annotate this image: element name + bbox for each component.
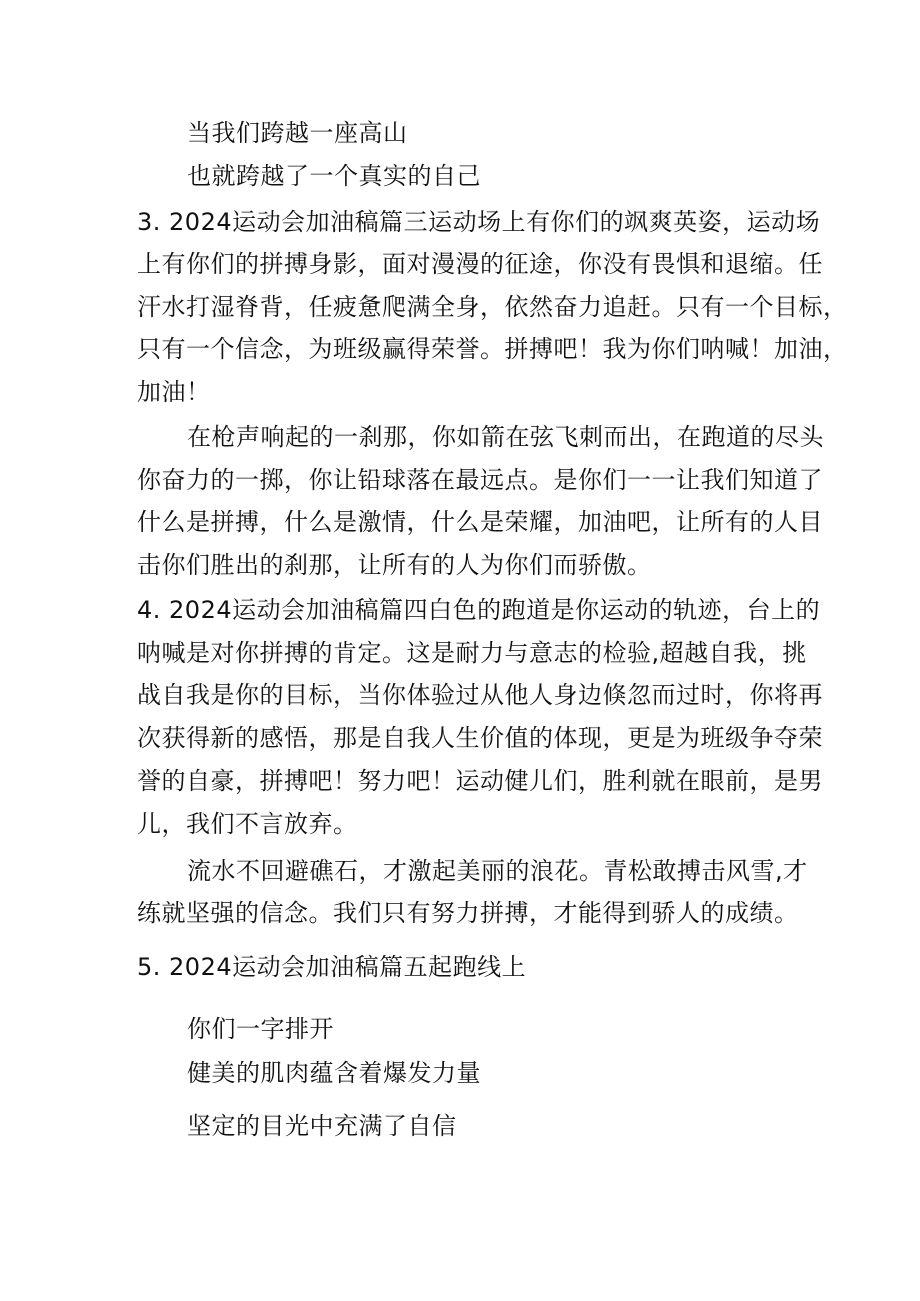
poem-line: 当我们跨越一座高山	[187, 119, 408, 147]
poem-line: 健美的肌肉蕴含着爆发力量	[187, 1059, 481, 1087]
paragraph-line: 誉的自豪，拼搏吧！努力吧！运动健儿们，胜利就在眼前，是男	[137, 767, 823, 795]
poem-line: 坚定的目光中充满了自信	[187, 1112, 457, 1140]
paragraph-line: 呐喊是对你拼搏的肯定。这是耐力与意志的检验,超越自我，挑	[137, 639, 807, 667]
section-4-heading-line: 4. 2024运动会加油稿篇四白色的跑道是你运动的轨迹，台上的	[137, 596, 821, 624]
paragraph-line: 只有一个信念，为班级赢得荣誉。拼搏吧！我为你们呐喊！加油，	[137, 335, 848, 363]
section-3-heading-line: 3. 2024运动会加油稿篇三运动场上有你们的飒爽英姿，运动场	[137, 208, 821, 236]
paragraph-line: 上有你们的拼搏身影，面对漫漫的征途，你没有畏惧和退缩。任	[137, 250, 823, 278]
paragraph-line: 击你们胜出的刹那，让所有的人为你们而骄傲。	[137, 551, 652, 579]
paragraph-line: 练就坚强的信念。我们只有努力拼搏，才能得到骄人的成绩。	[137, 899, 799, 927]
paragraph-line: 次获得新的感悟，那是自我人生价值的体现，更是为班级争夺荣	[137, 724, 823, 752]
paragraph-line: 战自我是你的目标，当你体验过从他人身边倏忽而过时，你将再	[137, 681, 823, 709]
paragraph-line: 加油！	[137, 378, 211, 406]
paragraph-line: 在枪声响起的一刹那，你如箭在弦飞刺而出，在跑道的尽头	[187, 423, 824, 451]
paragraph-line: 什么是拼搏，什么是激情，什么是荣耀，加油吧，让所有的人目	[137, 508, 823, 536]
paragraph-line: 汗水打湿脊背，任疲惫爬满全身，依然奋力追赶。只有一个目标，	[137, 293, 848, 321]
paragraph-line: 你奋力的一掷，你让铅球落在最远点。是你们一一让我们知道了	[137, 466, 823, 494]
poem-line: 也就跨越了一个真实的自己	[187, 162, 481, 190]
section-5-heading-line: 5. 2024运动会加油稿篇五起跑线上	[137, 953, 527, 981]
paragraph-line: 流水不回避礁石，才激起美丽的浪花。青松敢搏击风雪,才	[187, 857, 808, 885]
paragraph-line: 儿，我们不言放弃。	[137, 810, 358, 838]
poem-line: 你们一字排开	[187, 1015, 334, 1043]
